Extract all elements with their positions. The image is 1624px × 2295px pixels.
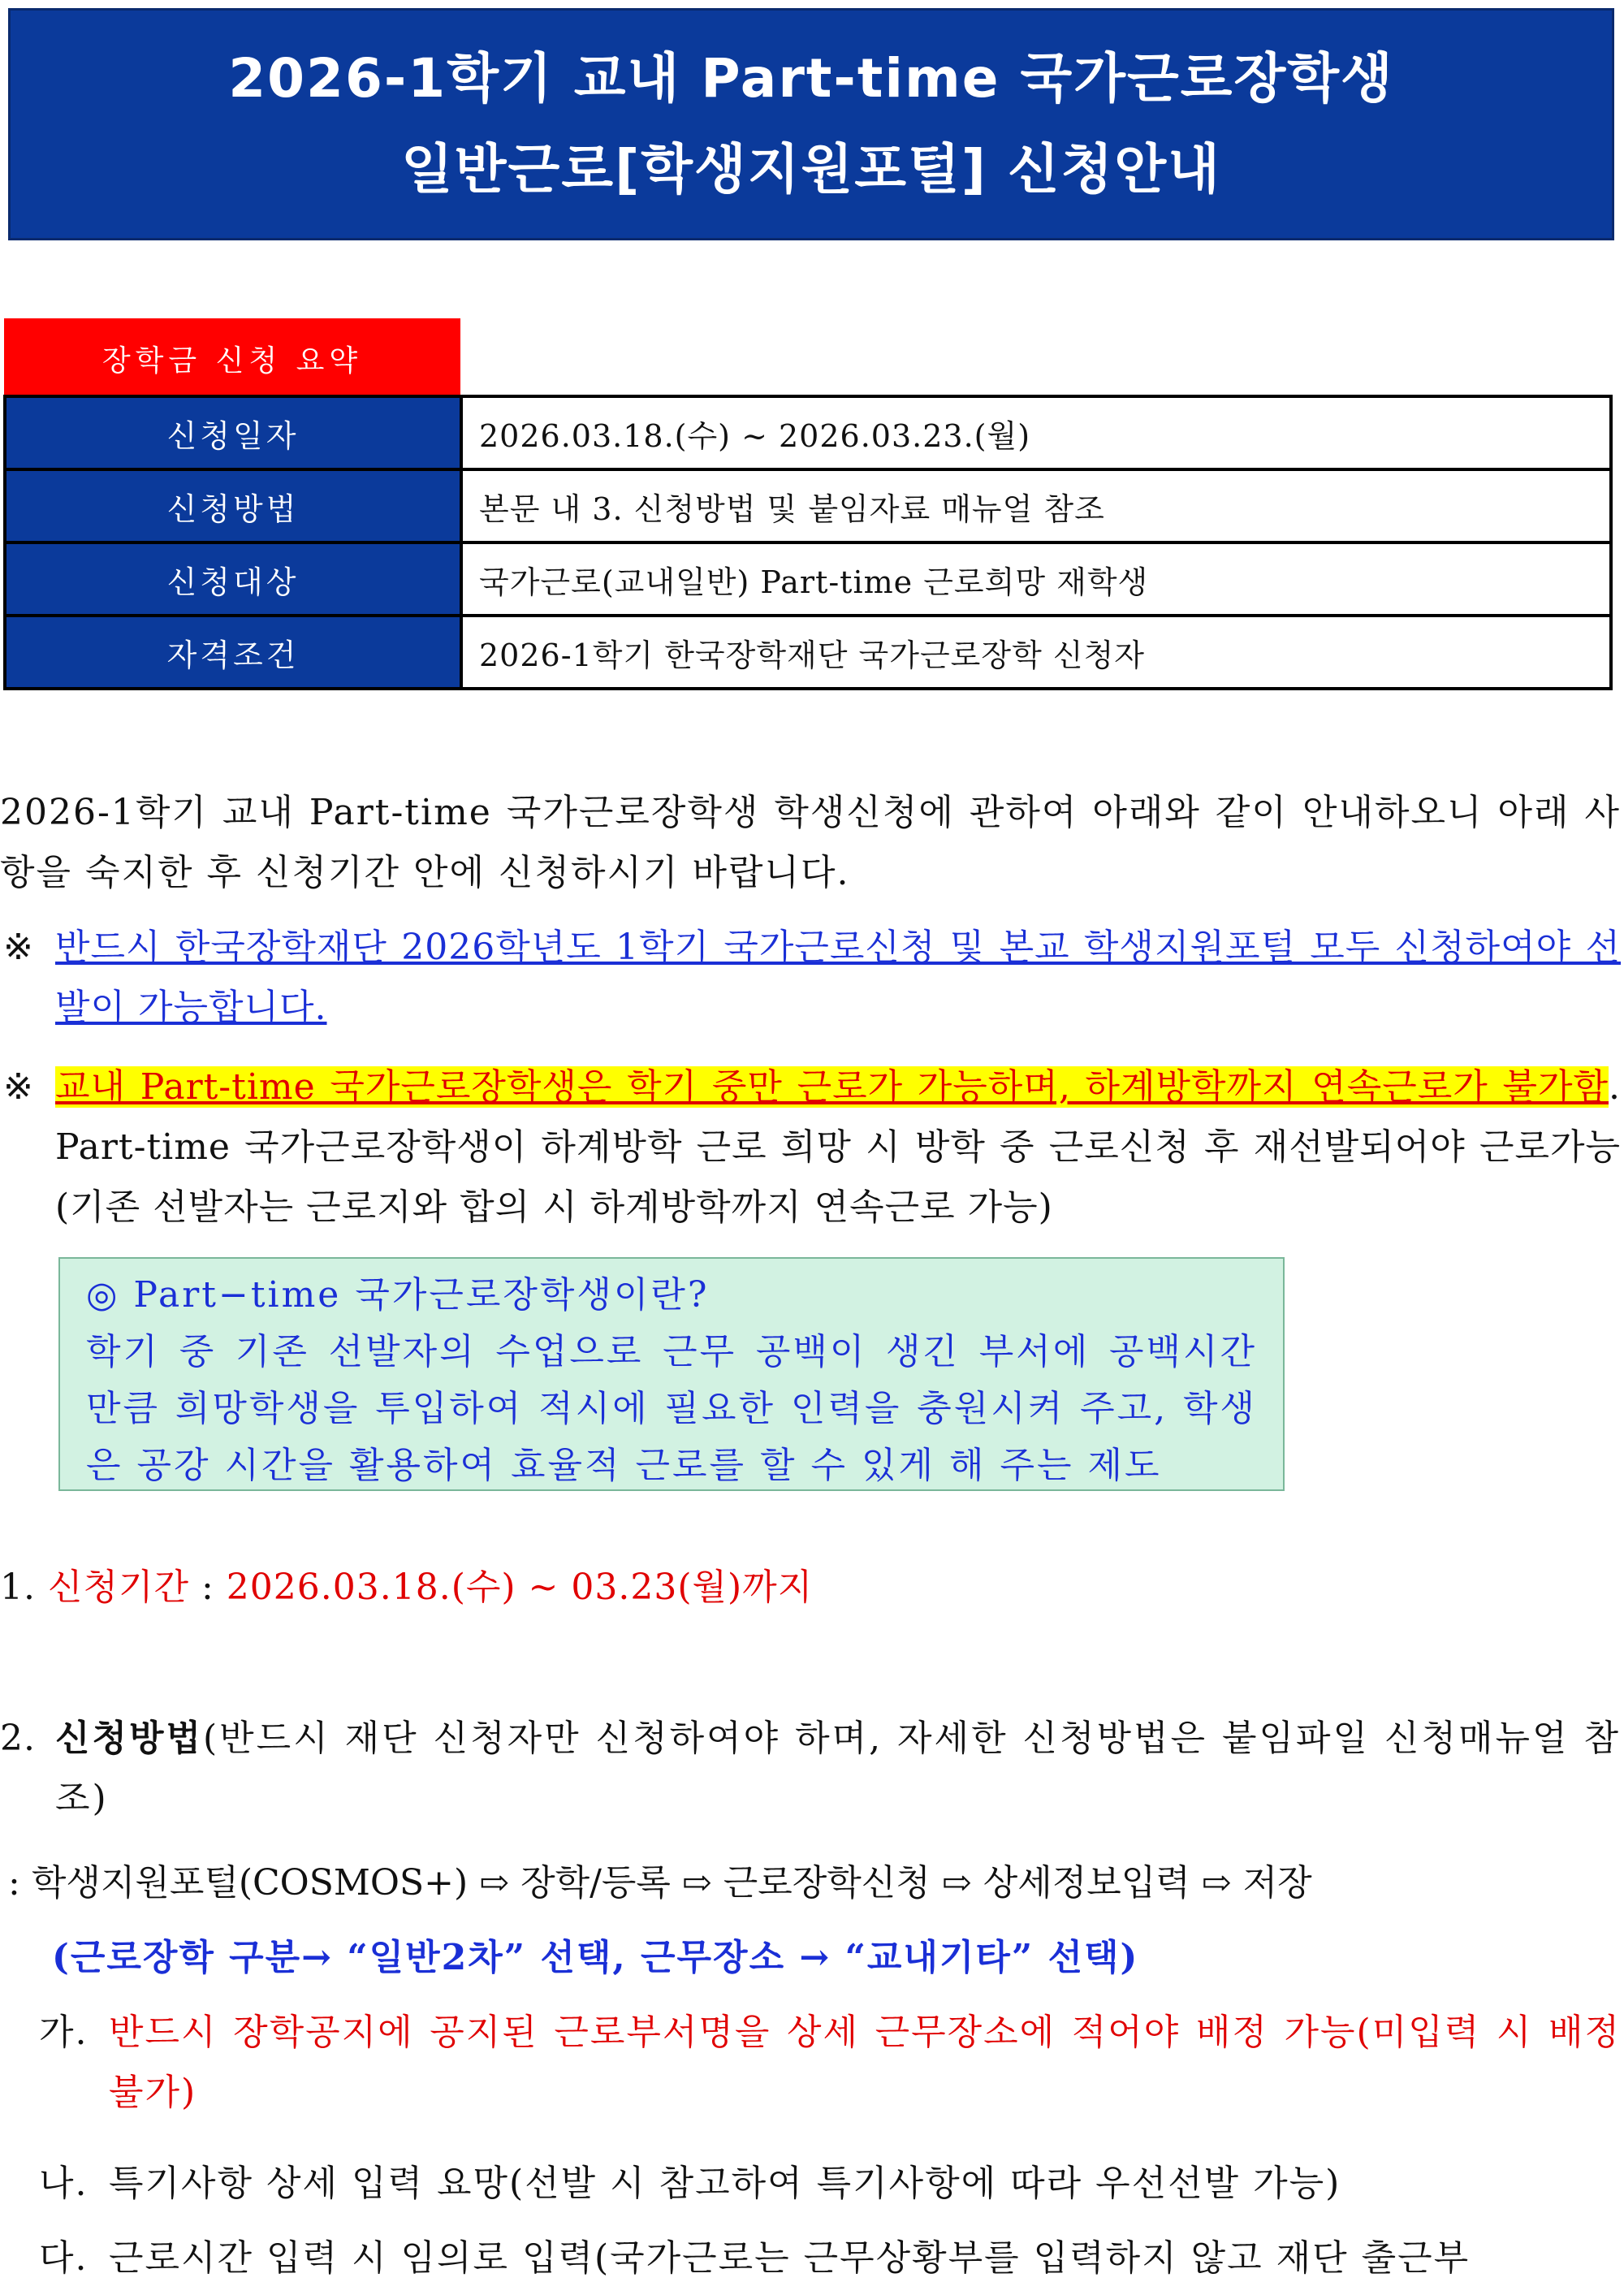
item-index: 가. xyxy=(39,2012,89,2053)
notice-text: 반드시 한국장학재단 2026학년도 1학기 국가근로신청 및 본교 학생지원포털 모두 신청하여야 선발이 가능합니다. xyxy=(55,927,1621,1028)
title-line-1: 2026-1학기 교내 Part-time 국가근로장학생 xyxy=(228,47,1394,110)
summary-tag: 장학금 신청 요약 xyxy=(4,318,460,398)
title-line-2: 일반근로[학생지원포털] 신청안내 xyxy=(401,138,1221,201)
title-banner xyxy=(8,8,1614,240)
notice-required-both xyxy=(0,918,1621,1038)
summary-label: 신청방법 xyxy=(5,469,461,542)
notice-rest: . Part-time 국가근로장학생이 하계방학 근로 희망 시 방학 중 근로신청 후 재선발되어야 근로가능(기존 선발자는 근로지와 합의 시 하계방학까지 연속근로 가능) xyxy=(55,1066,1621,1228)
list-item xyxy=(39,2228,1621,2289)
summary-row xyxy=(5,616,1611,689)
arrow-icon: ⇨ xyxy=(681,1862,712,1904)
summary-row xyxy=(5,469,1611,542)
summary-row xyxy=(5,542,1611,616)
arrow-icon: ⇨ xyxy=(479,1862,510,1904)
section-value: 2026.03.18.(수) ~ 03.23(월)까지 xyxy=(226,1567,814,1608)
definition-box xyxy=(58,1257,1285,1491)
item-index: 나. xyxy=(39,2163,89,2204)
section-text: (반드시 재단 신청자만 신청하여야 하며, 자세한 신청방법은 붙임파일 신청매뉴얼 참조) xyxy=(55,1718,1621,1819)
summary-label: 신청대상 xyxy=(5,542,461,616)
item-text: 근로시간 입력 시 임의로 입력(국가근로는 근무상황부를 입력하지 않고 재단 출근부 xyxy=(109,2237,1471,2279)
list-item xyxy=(39,2003,1621,2123)
section-application-method xyxy=(0,1709,1621,1829)
summary-label: 신청일자 xyxy=(5,396,461,469)
summary-row xyxy=(5,396,1611,469)
application-flow xyxy=(8,1853,1616,1913)
highlighted-warning: 교내 Part-time 국가근로장학생은 학기 중만 근로가 가능하며, 하계방학까지 연속근로가 불가함 xyxy=(55,1066,1609,1108)
section-application-period xyxy=(0,1558,1621,1618)
flow-step: 학생지원포털(COSMOS+) xyxy=(31,1862,469,1904)
section-separator: : xyxy=(189,1567,227,1608)
item-index: 다. xyxy=(39,2237,89,2279)
summary-value: 2026-1학기 한국장학재단 국가근로장학 신청자 xyxy=(461,616,1611,689)
summary-value: 2026.03.18.(수) ~ 2026.03.23.(월) xyxy=(461,396,1611,469)
arrow-icon: ⇨ xyxy=(941,1862,972,1904)
item-text: 특기사항 상세 입력 요망(선발 시 참고하여 특기사항에 따라 우선선발 가능) xyxy=(109,2163,1341,2204)
summary-table xyxy=(3,395,1613,690)
section-number: 2. xyxy=(0,1718,36,1759)
summary-value: 본문 내 3. 신청방법 및 붙임자료 매뉴얼 참조 xyxy=(461,469,1611,542)
section-number: 1. xyxy=(0,1567,36,1608)
flow-step: 장학/등록 xyxy=(520,1862,671,1904)
summary-value: 국가근로(교내일반) Part-time 근로희망 재학생 xyxy=(461,542,1611,616)
section-label: 신청방법 xyxy=(55,1718,204,1759)
selection-note: (근로장학 구분→ “일반2차” 선택, 근무장소 → “교내기타” 선택) xyxy=(52,1937,1139,1978)
notice-semester-only xyxy=(0,1057,1621,1238)
section-label: 신청기간 xyxy=(47,1567,189,1608)
summary-label: 자격조건 xyxy=(5,616,461,689)
flow-step: 근로장학신청 xyxy=(723,1862,931,1904)
flow-step: 저장 xyxy=(1242,1862,1312,1904)
reference-mark: ※ xyxy=(3,927,34,968)
reference-mark: ※ xyxy=(3,1066,34,1108)
list-item xyxy=(39,2154,1621,2214)
item-text: 반드시 장학공지에 공지된 근로부서명을 상세 근무장소에 적어야 배정 가능(미입력 시 배정 불가) xyxy=(109,2012,1621,2113)
arrow-icon: ⇨ xyxy=(1201,1862,1232,1904)
definition-heading: ◎ Part−time 국가근로장학생이란? xyxy=(86,1274,710,1316)
flow-prefix: : xyxy=(8,1862,32,1904)
definition-text: 학기 중 기존 선발자의 수업으로 근무 공백이 생긴 부서에 공백시간 만큼 희망학생을 투입하여 적시에 필요한 인력을 충원시켜 주고, 학생은 공강 시간을 활용하여 효율적 근로를 할 수 있게 해 주는 제도 xyxy=(86,1331,1257,1486)
intro-paragraph: 2026-1학기 교내 Part-time 국가근로장학생 학생신청에 관하여 아래와 같이 안내하오니 아래 사항을 숙지한 후 신청기간 안에 신청하시기 바랍니다. xyxy=(0,792,1621,893)
notice-text xyxy=(55,1057,1621,1238)
flow-step: 상세정보입력 xyxy=(983,1862,1190,1904)
